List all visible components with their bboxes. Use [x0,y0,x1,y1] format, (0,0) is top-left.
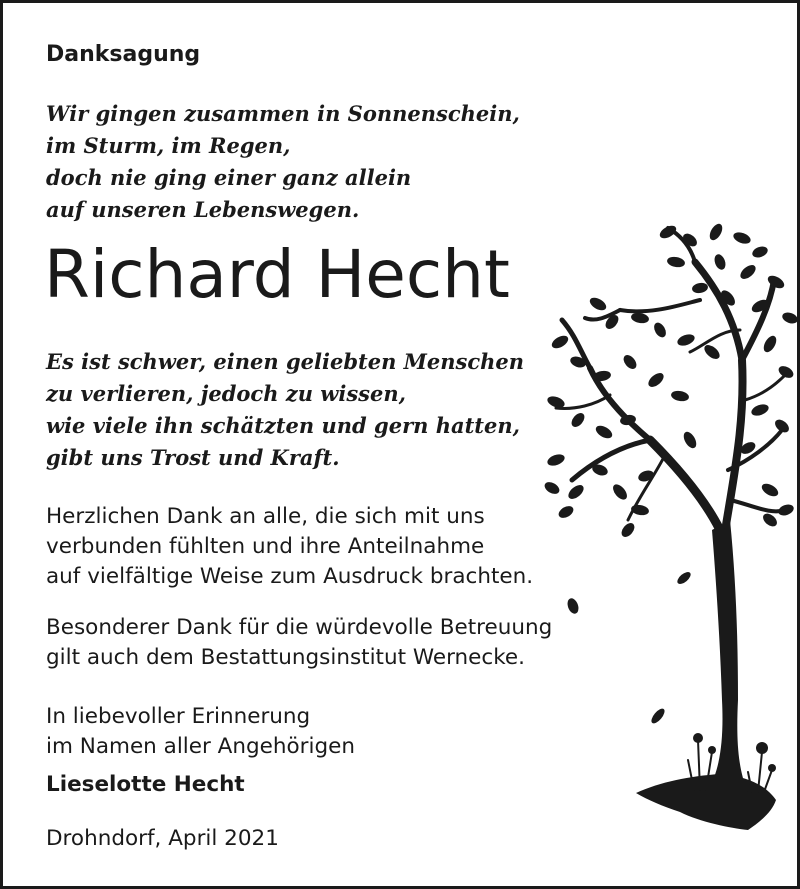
verse-line: Es ist schwer, einen geliebten Menschen [46,349,525,374]
verse-line: wie viele ihn schätzten und gern hatten, [46,413,520,438]
verse-line: doch nie ging einer ganz allein [46,165,412,190]
verse-2 [46,346,524,474]
paragraph-line: verbunden fühlten und ihre Anteilnahme [46,534,485,559]
heading: Danksagung [46,42,201,67]
verse-line: gibt uns Trost und Kraft. [46,445,340,470]
paragraph-line: In liebevoller Erinnerung [46,704,311,729]
signer-name: Lieselotte Hecht [46,772,245,797]
paragraph-line: Besonderer Dank für die würdevolle Betreuung [46,615,553,640]
verse-1 [46,98,520,226]
paragraph-line: Herzlichen Dank an alle, die sich mit uns [46,504,485,529]
thanks-paragraph [46,502,533,592]
verse-line: Wir gingen zusammen in Sonnenschein, [46,101,520,126]
verse-line: im Sturm, im Regen, [46,133,291,158]
paragraph-line: auf vielfältige Weise zum Ausdruck brachten. [46,564,534,589]
deceased-name: Richard Hecht [44,236,510,313]
paragraph-line: im Namen aller Angehörigen [46,734,355,759]
paragraph-line: gilt auch dem Bestattungsinstitut Wernecke. [46,645,525,670]
verse-line: zu verlieren, jedoch zu wissen, [46,381,406,406]
place-date: Drohndorf, April 2021 [46,826,279,851]
special-thanks [46,613,552,673]
closing [46,702,355,762]
verse-line: auf unseren Lebenswegen. [46,197,360,222]
